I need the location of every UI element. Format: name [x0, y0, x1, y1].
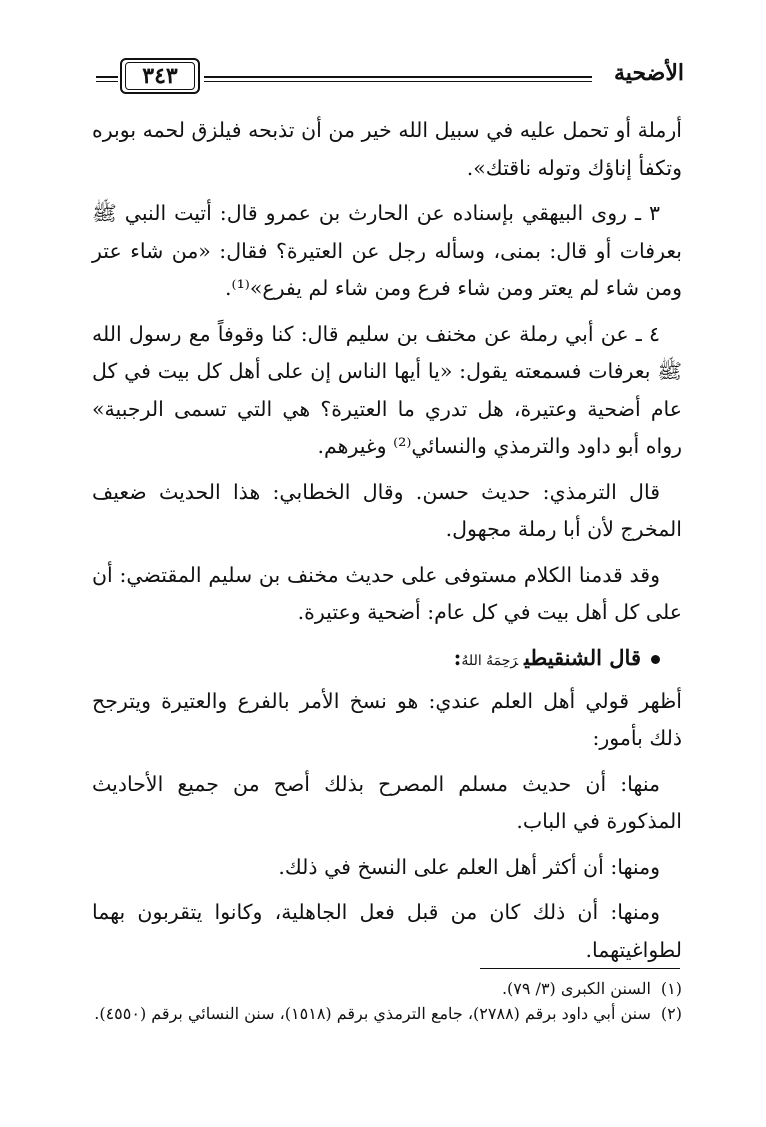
paragraph-6: أظهر قولي أهل العلم عندي: هو نسخ الأمر بالفرع والعتيرة ويترجح ذلك بأمور: [92, 688, 682, 750]
page-number: ٣٤٣ [125, 62, 195, 90]
paragraph-3: ٤ ـ عن أبي رملة عن مخنف بن سليم قال: كنا وقوفاً مع رسول الله ﷺ بعرفات فسمعته يقول: «يا أيها الناس إن على أهل كل بيت في كل عام أضحية وعتيرة، هل تدري ما العتيرة؟ هي التي تسمى الرجبية» رواه أبو داود والترمذي والنسائي⁽²⁾ وغيرهم. [92, 321, 682, 458]
paragraph-8: ومنها: أن أكثر أهل العلم على النسخ في ذلك. [278, 854, 660, 879]
page-body [92, 112, 682, 977]
paragraph-9: ومنها: أن ذلك كان من قبل فعل الجاهلية، وكانوا يتقربون بهما لطواغيتهما. [92, 900, 682, 962]
footnote-text: السنن الكبرى (٣/ ٧٩). [501, 979, 651, 998]
section-heading-text: قال الشنقيطي [524, 644, 641, 670]
footnote-2 [92, 1001, 682, 1026]
footnote-number: (٢) [660, 1004, 682, 1023]
paragraph-4: قال الترمذي: حديث حسن. وقال الخطابي: هذا الحديث ضعيف المخرج لأن أبا رملة مجهول. [92, 479, 682, 541]
header-rule [204, 76, 592, 82]
footnote-number: (١) [660, 979, 682, 998]
page-header [96, 58, 684, 98]
page-number-frame [120, 58, 200, 94]
footnote-text: سنن أبي داود برقم (٢٧٨٨)، جامع الترمذي برقم (١٥١٨)، سنن النسائي برقم (٤٥٥٠). [94, 1004, 651, 1023]
paragraph-7: منها: أن حديث مسلم المصرح بذلك أصح من جميع الأحاديث المذكورة في الباب. [92, 771, 682, 833]
heading-colon: : [453, 644, 462, 670]
paragraph-2: ٣ ـ روى البيهقي بإسناده عن الحارث بن عمرو قال: أتيت النبي ﷺ بعرفات أو قال: بمنى، وسأله رجل عن العتيرة؟ فقال: «من شاء عتر ومن شاء لم يعتر ومن شاء فرع ومن شاء لم يفرع»⁽¹⁾. [92, 201, 682, 300]
chapter-title: الأضحية [614, 60, 684, 86]
footnote-1 [92, 976, 682, 1001]
paragraph-5: وقد قدمنا الكلام مستوفى على حديث مخنف بن سليم المقتضي: أن على كل أهل بيت في كل عام: أضحية وعتيرة. [92, 562, 682, 624]
paragraph-1: أرملة أو تحمل عليه في سبيل الله خير من أن تذبحه فيلزق لحمه بوبره وتكفأ إناؤك وتوله ناقتك». [92, 118, 682, 180]
honorific: رَحِمَهُ اللهُ [461, 652, 519, 669]
section-heading [92, 640, 682, 679]
header-rule-left [96, 76, 118, 82]
footnotes [92, 976, 682, 1026]
bullet-icon [651, 655, 660, 664]
footnote-separator [480, 968, 680, 969]
